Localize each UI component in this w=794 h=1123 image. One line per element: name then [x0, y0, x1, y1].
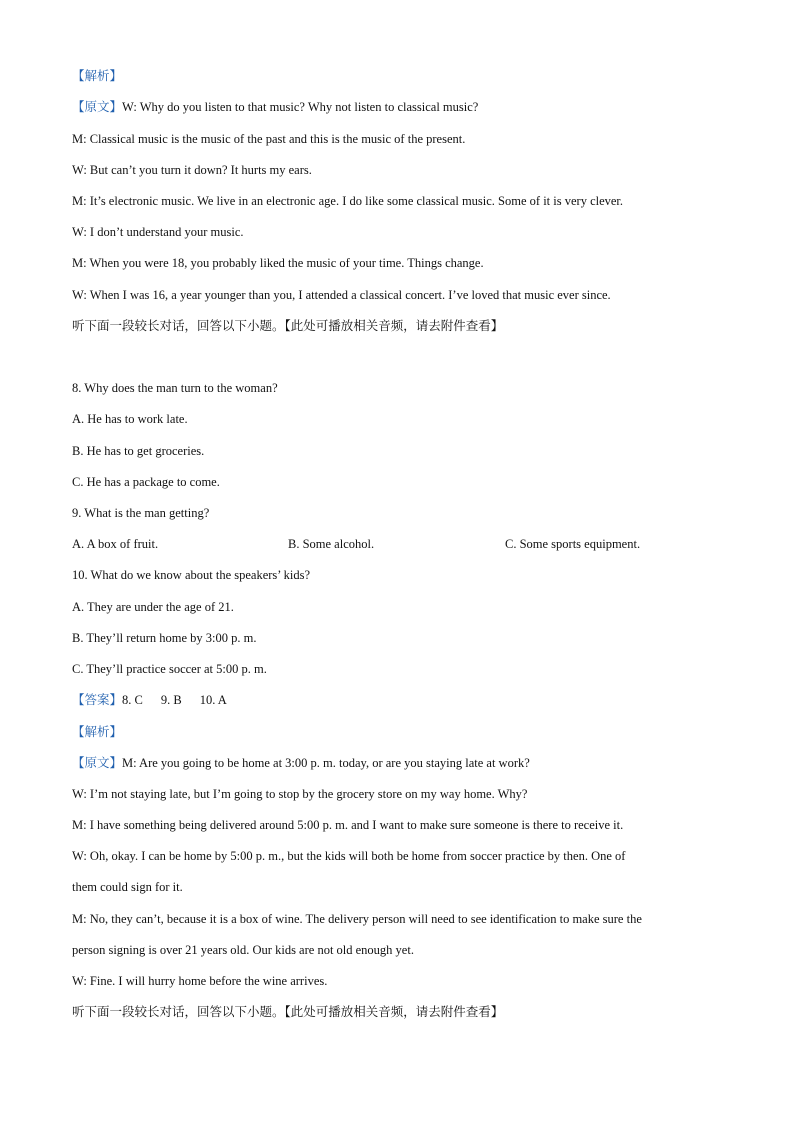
- transcript-line: M: I have something being delivered around 5:00 p. m. and I want to make sure someone is there to receive it.: [72, 818, 624, 832]
- transcript-line: W: I’m not staying late, but I’m going to stop by the grocery store on my way home. Why?: [72, 787, 528, 801]
- answer-item: 9. B: [160, 693, 182, 707]
- question-option: C. They’ll practice soccer at 5:00 p. m.: [72, 662, 267, 676]
- transcript-line: W: When I was 16, a year younger than you, I attended a classical concert. I’ve loved that music ever since.: [72, 288, 611, 302]
- question-option: B. Some alcohol.: [288, 537, 375, 551]
- analysis-heading: 【解析】: [72, 724, 123, 739]
- question-stem: 9. What is the man getting?: [72, 506, 210, 520]
- transcript-line: M: When you were 18, you probably liked the music of your time. Things change.: [72, 256, 484, 270]
- transcript-line: M: Classical music is the music of the past and this is the music of the present.: [72, 132, 466, 146]
- question-stem: 10. What do we know about the speakers’ kids?: [72, 568, 311, 582]
- question-option: C. Some sports equipment.: [505, 537, 641, 551]
- transcript-line: M: It’s electronic music. We live in an electronic age. I do like some classical music. Some of it is very clever.: [72, 194, 624, 208]
- transcript-tag: 【原文】: [72, 99, 123, 114]
- question-option: C. He has a package to come.: [72, 475, 220, 489]
- question-stem: 8. Why does the man turn to the woman?: [72, 381, 278, 395]
- answer-item: 10. A: [199, 693, 227, 707]
- answer-tag: 【答案】: [72, 692, 123, 707]
- transcript-line: W: But can’t you turn it down? It hurts my ears.: [72, 163, 312, 177]
- listening-instruction: 听下面一段较长对话，回答以下小题。【此处可播放相关音频，请去附件查看】: [72, 318, 504, 333]
- transcript-line: W: Fine. I will hurry home before the wine arrives.: [72, 974, 328, 988]
- transcript-tag: 【原文】: [72, 755, 123, 770]
- transcript-line: M: No, they can’t, because it is a box of wine. The delivery person will need to see identification to make sure the: [72, 912, 642, 926]
- question-option: B. He has to get groceries.: [72, 444, 205, 458]
- transcript-line: 【原文】M: Are you going to be home at 3:00 p. m. today, or are you staying late at work?: [72, 755, 530, 770]
- transcript-line: 【原文】W: Why do you listen to that music? Why not listen to classical music?: [72, 99, 479, 114]
- listening-instruction: 听下面一段较长对话，回答以下小题。【此处可播放相关音频，请去附件查看】: [72, 1004, 504, 1019]
- question-option: B. They’ll return home by 3:00 p. m.: [72, 631, 257, 645]
- transcript-line: person signing is over 21 years old. Our kids are not old enough yet.: [72, 943, 414, 957]
- transcript-line: W: I don’t understand your music.: [72, 225, 244, 239]
- transcript-line: them could sign for it.: [72, 880, 183, 894]
- answer-item: 8. C: [122, 693, 143, 707]
- question-option: A. A box of fruit.: [72, 537, 159, 551]
- analysis-heading: 【解析】: [72, 68, 123, 83]
- transcript-line: W: Oh, okay. I can be home by 5:00 p. m., but the kids will both be home from soccer practice by then. One of: [72, 849, 626, 863]
- question-option: A. They are under the age of 21.: [72, 600, 234, 614]
- answer-line: [72, 692, 227, 708]
- question-option: A. He has to work late.: [72, 412, 188, 426]
